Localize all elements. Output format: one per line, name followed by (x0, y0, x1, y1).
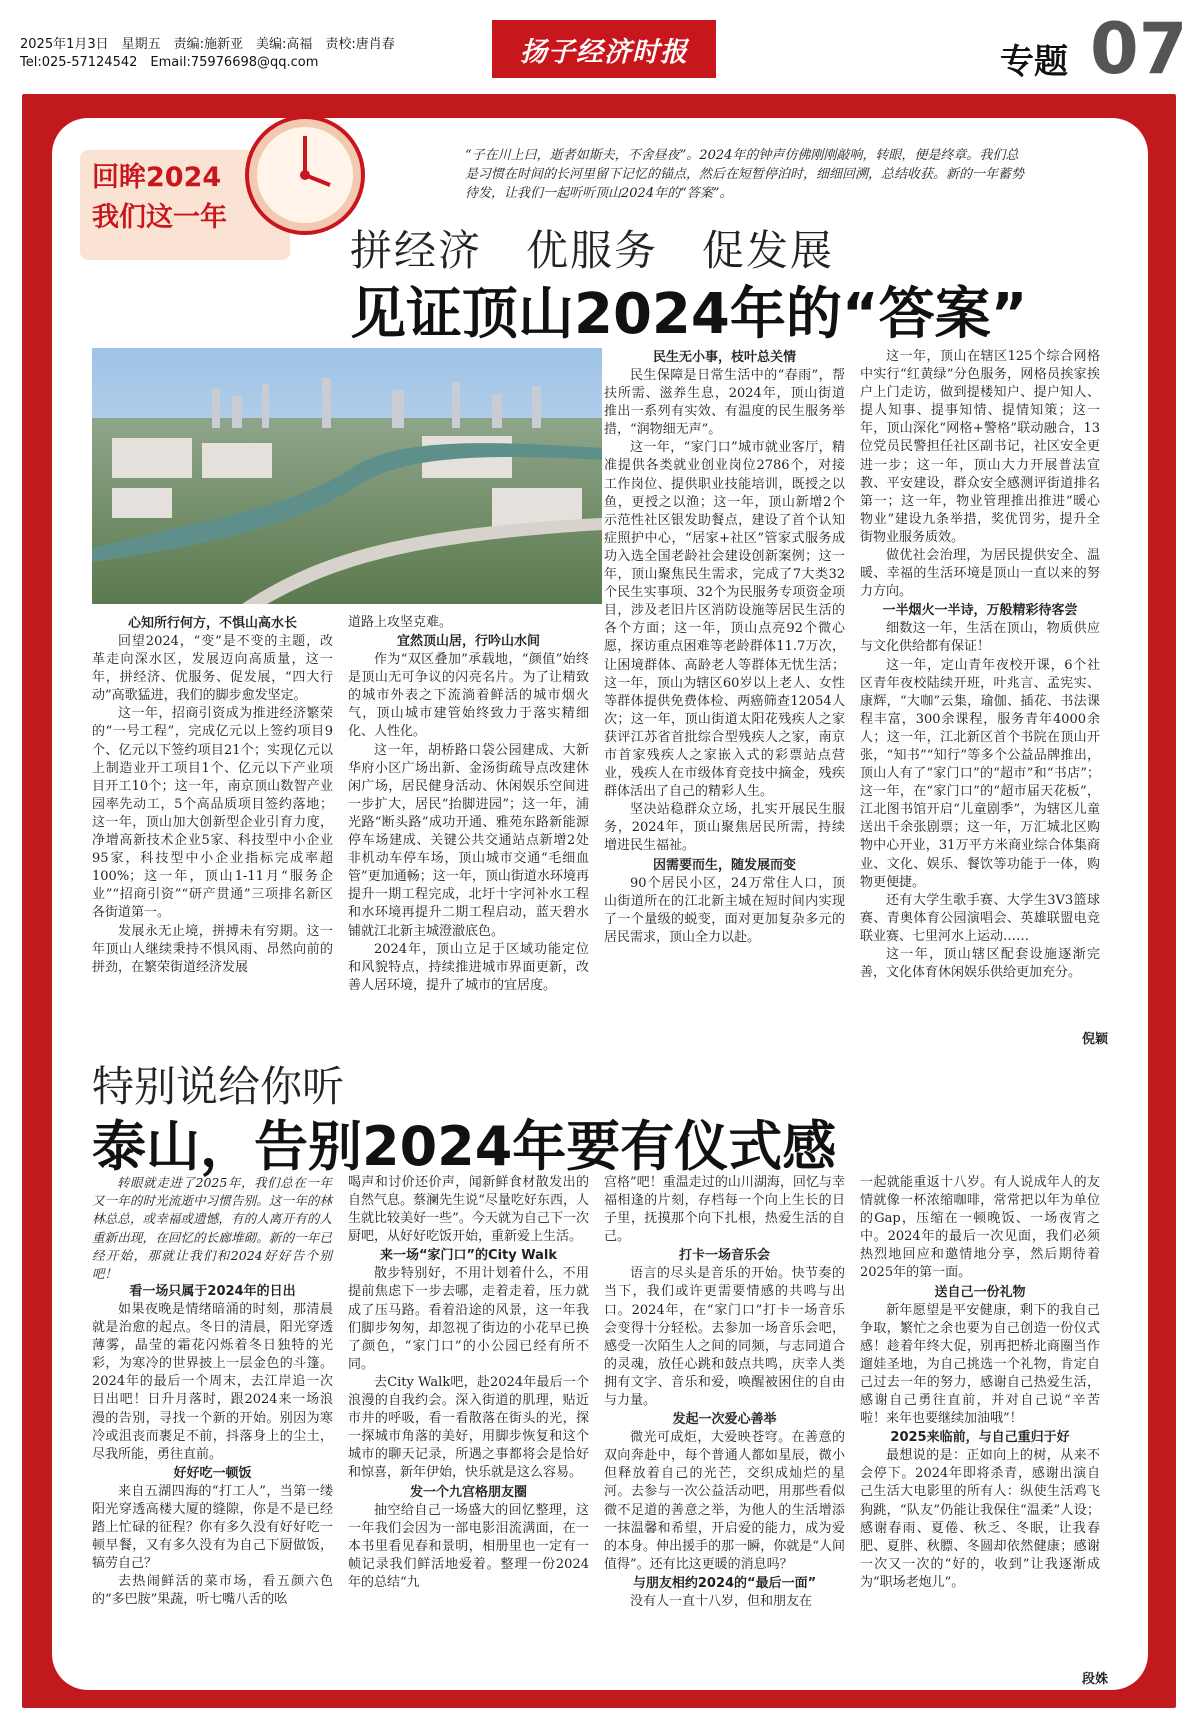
paragraph: 新年愿望是平安健康，剩下的我自己争取，繁忙之余也要为自己创造一份仪式感！趁着年终大促，别再把桥北商圈当作遛娃圣地，为自己挑选一个礼物，肯定自己过去一年的努力，感谢自己热爱生活，感谢自己勇往直前，并对自己说“辛苦啦！来年也要继续加油哦”！ (860, 1302, 1100, 1427)
article2-lead: 转眼就走进了2025年，我们总在一年又一年的时光流逝中习惯告别。这一年的林林总总，或幸福或遗憾，有的人离开有的人重新出现，在回忆的长廊堆砌。新的一年已经开始，那就让我们和2024好好告个别吧！ (92, 1175, 332, 1282)
paragraph: 去City Walk吧，赴2024年最后一个浪漫的自我约会。深入街道的肌理，贴近市井的呼吸，看一看散落在街头的光，探一探城市角落的美好，用脚步恢复和这个城市的聊天记录，所遇之事都将会是恰好和惊喜，新年伊始，快乐就是这么容易。 (348, 1374, 589, 1481)
contact-line: Tel:025-57124542 Email:75976698@qq.com (20, 55, 319, 70)
city-aerial-photo (92, 348, 602, 604)
paragraph: 微光可成炬，大爱映苍穹。在善意的双向奔赴中，每个普通人都如星辰，微小但释放着自己的光芒，交织成灿烂的星河。去参与一次公益活动吧，用那些看似微不足道的善意之举，为他人的生活增添一抹温馨和希望，开启爱的能力，成为爱的本身。伸出援手的那一瞬，你就是“人间值得”。还有比这更暖的消息吗？ (604, 1430, 845, 1572)
section-label: 专题 (1000, 42, 1068, 82)
paragraph: 如果夜晚是情绪暗涌的时刻，那清晨就是治愈的起点。冬日的清晨，阳光穿透薄雾，晶莹的霜花闪烁着冬日独特的光彩，为寒冷的世界披上一层金色的斗篷。2024年的最后一个周末，去江岸追一次日出吧！日升月落时，跟2024来一场浪漫的告别，寻找一个新的开始。别因为寒冷或沮丧而裹足不前，抖落身上的尘土，尽我所能，勇往直前。 (92, 1302, 333, 1462)
subheading: 一半烟火一半诗，万般精彩待客尝 (882, 603, 1078, 619)
article2-title: 泰山，告别2024年要有仪式感 (92, 1115, 837, 1178)
article1-column-1 (92, 614, 333, 1048)
subheading: 好好吃一顿饭 (173, 1465, 252, 1481)
paragraph: 这一年，招商引资成为推进经济繁荣的“一号工程”，完成亿元以上签约项目9个、亿元以下签约项目21个；实现亿元以上制造业开工项目1个、亿元以下产业项目开工10个；这一年，南京顶山数智产业园率先动工，5个高品质项目签约落地；这一年，顶山加大创新型企业引育力度，净增高新技术企业5家、科技型中小企业95家，科技型中小企业指标完成率超100%；这一年，顶山1-11月“服务企业”“招商引资”“研产贯通”三项排名新区各街道第一。 (92, 706, 333, 921)
article1-title: 见证顶山2024年的“答案” (350, 282, 1028, 347)
paragraph: 发展永无止境，拼搏未有穷期。这一年顶山人继续秉持不惧风雨、昂然向前的拼劲，在繁荣街道经济发展 (92, 923, 333, 975)
article2-subtitle: 特别说给你听 (92, 1062, 345, 1111)
paragraph: 最想说的是：正如向上的树，从来不会停下。2024年即将杀青，感谢出演自己生活大电影里的所有人：纵使生活鸡飞狗跳，“队友”仍能让我保住“温柔”人设；感谢春雨、夏倦、秋乏、冬眠，让我春肥、夏胖、秋膘、冬圆却依然健康；感谢一次又一次的“好的，收到”让我逐渐成为“职场老炮儿”。 (860, 1448, 1100, 1590)
page-number: 07 (1090, 8, 1188, 90)
subheading: 心知所行何方，不惧山高水长 (127, 616, 297, 631)
paragraph: 作为“双区叠加”承载地，“颜值”始终是顶山无可争议的闪亮名片。为了让精致的城市外表之下流淌着鲜活的城市烟火气，顶山城市建管始终致力于落实精细化、人性化。 (348, 652, 589, 740)
subheading: 因需要而生，随发展而变 (652, 857, 796, 873)
article1-subtitle: 拼经济 优服务 促发展 (350, 226, 835, 275)
subheading: 送自己一份礼物 (934, 1284, 1026, 1300)
paragraph: 这一年，胡桥路口袋公园建成、大新华府小区广场出新、金汤街疏导点改建休闲广场，居民健身活动、休闲娱乐空间进一步扩大，居民“抬脚进园”；这一年，浦光路“断头路”成功开通、雅苑东路新能源停车场建成、关键公共交通站点新增2处非机动车停车场，顶山城市交通“毛细血管”更加通畅；这一年，顶山街道水环境再提升一期工程完成，北圩十字河补水工程和水环境再提升二期工程启动，蓝天碧水铺就江北新主城澄澈底色。 (348, 742, 589, 939)
paragraph: 这一年，顶山在辖区125个综合网格中实行“红黄绿”分色服务，网格员挨家挨户上门走访，做到提楼知户、提户知人、提人知事、提事知情、提情知策；这一年，顶山深化“网格+警格”联动融合，13位党员民警担任社区副书记，社区安全更进一步；这一年，顶山大力开展普法宣教、平安建设，群众安全感测评街道排名第一；这一年，物业管理推出推进“暖心物业”建设九条举措，奖优罚劣，提升全街物业服务质效。 (860, 349, 1100, 545)
article2-column-4 (860, 1174, 1100, 1664)
badge-title (92, 158, 227, 238)
masthead-logo: 扬子经济时报 (492, 20, 716, 78)
paragraph: 坚决站稳群众立场，扎实开展民生服务，2024年，顶山聚焦居民所需，持续增进民生福祉。 (604, 802, 845, 854)
paragraph: 90个居民小区，24万常住人口，顶山街道所在的江北新主城在短时间内实现了一个量级的蜕变，面对更加复杂多元的居民需求，顶山全力以赴。 (604, 875, 845, 945)
subheading: 看一场只属于2024年的日出 (129, 1284, 296, 1299)
article1-column-3 (604, 348, 845, 1048)
header-meta (20, 36, 395, 72)
article1-column-4 (860, 348, 1100, 1028)
paragraph: 道路上攻坚克难。 (348, 615, 453, 630)
subheading: 宜然顶山居，行吟山水间 (396, 634, 540, 650)
article1-intro: “子在川上曰，逝者如斯夫，不舍昼夜”。2024年的钟声仿佛刚刚敲响，转眼，便是终章。我们总是习惯在时间的长河里留下记忆的锚点，然后在短暂停泊时，细细回溯，总结收获。新的一年蓄势待发，让我们一起听听顶山2024年的“答案”。 (465, 148, 1025, 201)
paragraph: 做优社会治理，为居民提供安全、温暖、幸福的生活环境是顶山一直以来的努力方向。 (860, 548, 1100, 600)
paragraph: 抽空给自己一场盛大的回忆整理，这一年我们会因为一部电影泪流满面，在一本书里看见春和景明，相册里也一定有一帧记录我们鲜活地爱着。整理一份2024年的总结“九 (348, 1502, 589, 1590)
paragraph: 细数这一年，生活在顶山，物质供应与文化供给都有保证！ (860, 621, 1100, 655)
paragraph: 去热闹鲜活的菜市场，看五颜六色的“多巴胺”果蔬，听七嘴八舌的吆 (92, 1574, 333, 1608)
subheading: 打卡一场音乐会 (678, 1248, 770, 1264)
article2-author: 段姝 (1082, 1672, 1109, 1687)
paragraph: 喝声和讨价还价声，闻新鲜食材散发出的自然气息。蔡澜先生说“尽量吃好东西，人生就比较美好一些”。今天就为自己下一次厨吧，从好好吃饭开始，重新爱上生活。 (348, 1175, 589, 1245)
subheading: 来一场“家门口”的City Walk (379, 1248, 558, 1264)
subheading: 发一个九宫格朋友圈 (409, 1484, 527, 1500)
badge-line-1: 回眸2024 (92, 162, 222, 193)
paragraph: 这一年，顶山辖区配套设施逐渐完善，文化体育休闲娱乐供给更加充分。 (860, 947, 1100, 981)
article2-column-3 (604, 1174, 845, 1686)
subheading: 发起一次爱心善举 (672, 1412, 777, 1428)
paragraph: 宫格”吧！重温走过的山川湖海，回忆与幸福相逢的片刻，存档每一个向上生长的日子里，抚摸那个向下扎根，热爱生活的自己。 (604, 1175, 845, 1245)
subheading: 与朋友相约2024的“最后一面” (632, 1575, 817, 1591)
paragraph: 一起就能重返十八岁。有人说成年人的友情就像一杯浓缩咖啡，常常把以年为单位的Gap，压缩在一顿晚饭、一场夜宵之中。2024年的最后一次见面，我们必须热烈地回应和邀情地分享，然后期待着2025年的第一面。 (860, 1175, 1100, 1281)
badge-line-2: 我们这一年 (92, 202, 227, 233)
paragraph: 这一年，定山青年夜校开课，6个社区青年夜校陆续开班，叶兆言、孟宪实、康辉，“大咖”云集，瑜伽、插花、书法课程丰富，300余课程，服务青年4000余人；这一年，江北新区首个书院在顶山开张，“知书”“知行”等多个公益品牌推出，顶山人有了“家门口”的“超市”和“书店”；这一年，在“家门口”的“超市届天花板”，江北图书馆开启“儿童剧季”，为辖区儿童送出千余张剧票；这一年，万汇城北区购物中心开业，31万平方米商业综合体集商业、文化、娱乐、餐饮等功能于一体，购物更便捷。 (860, 657, 1100, 890)
subheading: 民生无小事，枝叶总关情 (652, 350, 796, 365)
paragraph: 还有大学生歌手赛、大学生3V3篮球赛、青奥体育公园演唱会、英雄联盟电竞联业赛、七里河水上运动…… (860, 892, 1100, 944)
paragraph: 民生保障是日常生活中的“春雨”，帮扶所需、滋养生息，2024年，顶山街道推出一系列有实效、有温度的民生服务举措，“润物细无声”。 (604, 368, 845, 438)
paragraph: 回望2024，“变”是不变的主题，改革走向深水区，发展迈向高质量，这一年，拼经济、优服务、促发展，“四大行动”高歌猛进，我们的脚步愈发坚定。 (92, 634, 333, 704)
paragraph: 来自五湖四海的“打工人”，当第一缕阳光穿透高楼大厦的缝隙，你是不是已经踏上忙碌的征程？你有多久没有好好吃一顿早餐，又有多久没有为自己下厨做饭，犒劳自己？ (92, 1483, 333, 1572)
paragraph: 语言的尽头是音乐的开始。快节奏的当下，我们或许更需要情感的共鸣与出口。2024年，在“家门口”打卡一场音乐会变得十分轻松。去参加一场音乐会吧，感受一次陌生人之间的同频，与志同道合的灵魂，放任心跳和鼓点共鸣，庆幸人类拥有文字、音乐和爱，唤醒被困住的自由与力量。 (604, 1266, 845, 1409)
paragraph: 散步特别好，不用计划着什么，不用提前焦虑下一步去哪，走着走着，压力就成了压马路。看着沿途的风景，这一年我们脚步匆匆，却忽视了街边的小花早已换了颜色，“家门口”的小公园已经有所不同。 (348, 1266, 589, 1372)
paragraph: 2024年，顶山立足于区域功能定位和风貌特点，持续推进城市界面更新，改善人居环境，提升了城市的宜居度。 (348, 941, 589, 993)
article2-column-2 (348, 1174, 589, 1686)
paragraph: 这一年，“家门口”城市就业客厅，精准提供各类就业创业岗位2786个，对接工作岗位、提供职业技能培训，既授之以鱼，更授之以渔；这一年，顶山新增2个示范性社区银发助餐点，建设了首个认知症照护中心，“居家+社区”管家式服务成功入选全国老龄社会建设创新案例；这一年，顶山聚焦民生需求，完成了7大类32个民生实事项、32个为民服务专项资金项目，涉及老旧片区消防设施等居民生活的各个方面；这一年，顶山点亮92个微心愿，探访重点困难等老龄群体11.7万次，让困境群体、高龄老人等群体无忧生活；这一年，顶山为辖区60岁以上老人、女性等群体提供免费体检、两癌筛查12054人次；这一年，顶山街道太阳花残疾人之家获评江苏省首批综合型残疾人之家，南京市首家残疾人之家嵌入式的彩票站点营业，残疾人在市级体育竞技中摘金，残疾群体活出了自己的精彩人生。 (604, 440, 845, 800)
article1-author: 倪颖 (1082, 1032, 1109, 1047)
paragraph: 没有人一直十八岁，但和朋友在 (630, 1593, 813, 1609)
article1-column-2 (348, 614, 589, 1048)
article2-column-1 (92, 1282, 333, 1686)
subheading: 2025来临前，与自己重归于好 (890, 1430, 1070, 1446)
date-line: 2025年1月3日 星期五 责编:施新亚 美编:高福 责校:唐肖春 (20, 37, 395, 52)
